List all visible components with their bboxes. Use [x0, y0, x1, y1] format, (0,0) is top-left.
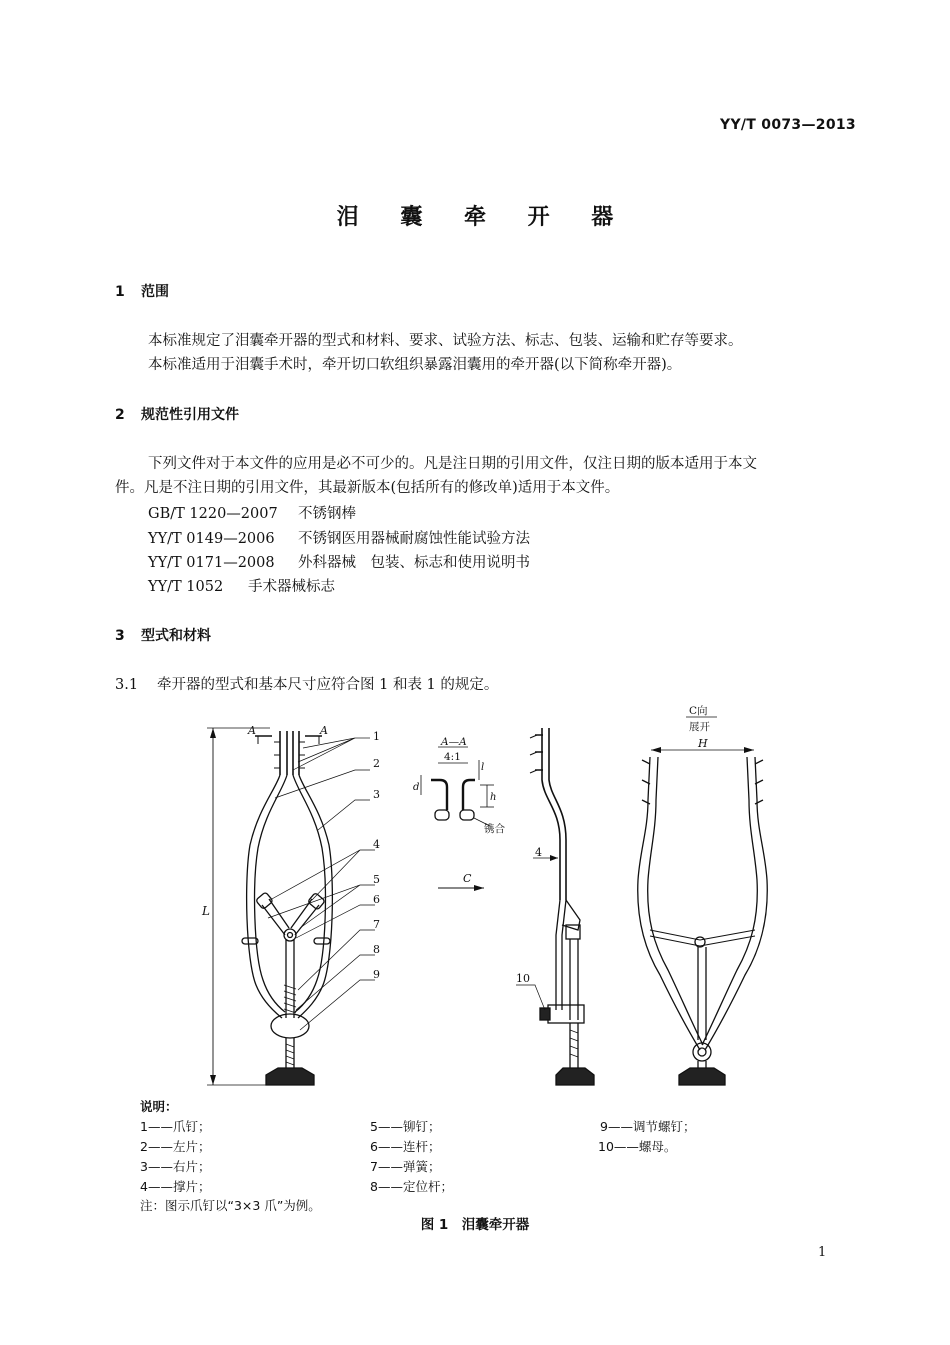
callout-9: 9	[373, 968, 380, 981]
section-aa-label: A—A	[441, 736, 467, 748]
dim-label-l-small: l	[481, 762, 485, 773]
section-2-intro: 下列文件对于本文件的应用是必不可少的。凡是注日期的引用文件，仅注日期的版本适用于本文	[148, 456, 757, 472]
dim-label-h: H	[698, 737, 708, 750]
c-view-expanded	[638, 717, 768, 1085]
section-number: 1	[115, 284, 125, 300]
c-view-label: C向	[689, 705, 708, 717]
reference-title: 外科器械 包装、标志和使用说明书	[298, 555, 530, 571]
subsection-number: 3.1	[115, 677, 139, 693]
figure-caption: 图 1 泪囊牵开器	[420, 1217, 530, 1233]
legend-item: 3——右片；	[140, 1159, 211, 1174]
reference-code: YY/T 0149—2006	[148, 531, 275, 547]
callout-6: 6	[373, 893, 380, 906]
reference-title: 不锈钢医用器械耐腐蚀性能试验方法	[298, 531, 530, 547]
callout-5: 5	[373, 873, 380, 886]
legend-item: 10——螺母。	[598, 1139, 677, 1154]
legend-item: 8——定位杆；	[370, 1179, 453, 1194]
callout-7: 7	[373, 918, 380, 931]
callout-4-side: 4	[535, 846, 542, 859]
callout-8: 8	[373, 943, 380, 956]
reference-code: GB/T 1220—2007	[148, 506, 278, 522]
section-number: 3	[115, 628, 125, 644]
document-title: 泪 囊 牵 开 器	[336, 205, 631, 230]
legend-item: 6——连杆；	[370, 1139, 441, 1154]
side-view	[516, 728, 594, 1085]
view-direction-arrow-c	[438, 885, 484, 891]
riveted-label: 镌合	[484, 823, 505, 835]
section-mark-a: A	[248, 724, 256, 737]
callout-4: 4	[373, 838, 380, 851]
section-title: 型式和材料	[141, 628, 211, 644]
callout-3: 3	[373, 788, 380, 801]
reference-code: YY/T 0171—2008	[148, 555, 275, 571]
dim-label-d: d	[413, 782, 420, 793]
section-scale-label: 4:1	[444, 751, 461, 763]
section-1-paragraph: 本标准规定了泪囊牵开器的型式和材料、要求、试验方法、标志、包装、运输和贮存等要求。	[148, 333, 743, 349]
legend-item: 5——铆钉；	[370, 1119, 441, 1134]
section-title: 规范性引用文件	[141, 407, 239, 423]
callout-2: 2	[373, 757, 380, 770]
front-view	[207, 728, 375, 1085]
callout-10: 10	[516, 972, 530, 985]
legend-item: 9——调节螺钉；	[600, 1119, 696, 1134]
page-number: 1	[818, 1245, 827, 1260]
section-mark-a: A	[320, 724, 328, 737]
reference-title: 不锈钢棒	[298, 506, 356, 522]
legend-item: 4——撑片；	[140, 1179, 211, 1194]
section-2-intro-cont: 件。凡是不注日期的引用文件，其最新版本(包括所有的修改单)适用于本文件。	[115, 480, 620, 496]
dim-label-l: L	[202, 904, 210, 918]
expanded-label: 展开	[689, 721, 710, 733]
arrow-c-label: C	[463, 872, 472, 885]
callout-1: 1	[373, 730, 380, 743]
dim-label-h-small: h	[490, 792, 497, 803]
subsection-text: 牵开器的型式和基本尺寸应符合图 1 和表 1 的规定。	[157, 677, 499, 693]
legend-title: 说明：	[140, 1099, 178, 1114]
figure-note: 注：图示爪钉以“3×3 爪”为例。	[140, 1198, 321, 1213]
legend-item: 2——左片；	[140, 1139, 211, 1154]
section-1-paragraph: 本标准适用于泪囊手术时，牵开切口软组织暴露泪囊用的牵开器(以下简称牵开器)。	[148, 357, 682, 373]
legend-item: 7——弹簧；	[370, 1159, 441, 1174]
reference-code: YY/T 1052	[148, 579, 224, 595]
section-title: 范围	[141, 284, 169, 300]
reference-title: 手术器械标志	[248, 579, 335, 595]
standard-number: YY/T 0073—2013	[720, 117, 856, 133]
section-number: 2	[115, 407, 125, 423]
legend-item: 1——爪钉；	[140, 1119, 211, 1134]
